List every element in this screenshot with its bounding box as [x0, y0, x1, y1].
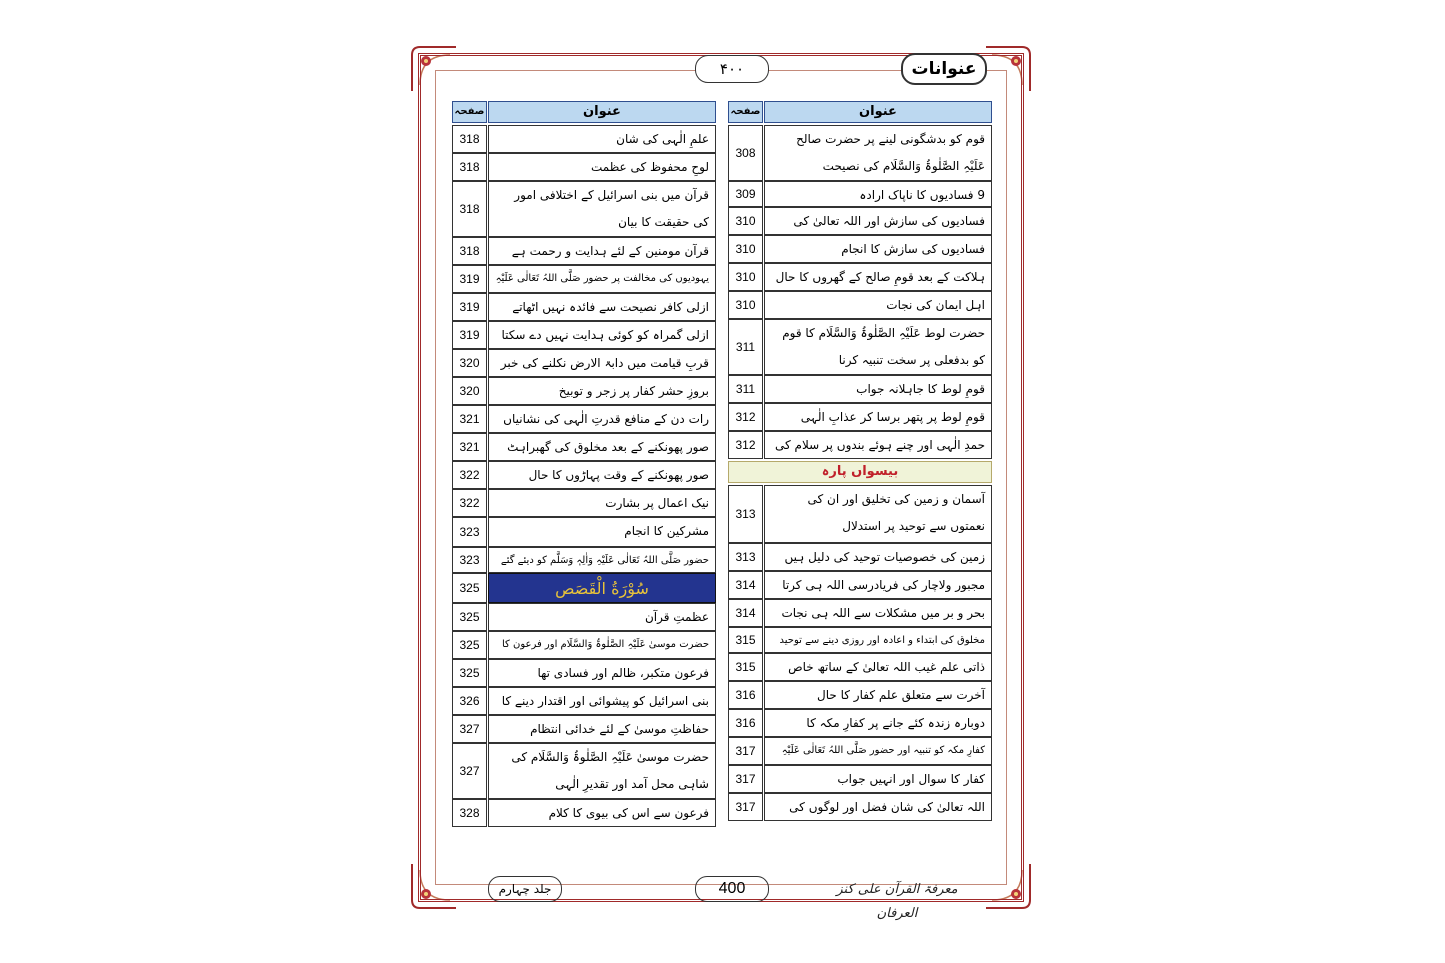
- entry-page: 323: [452, 547, 487, 573]
- entry-page: 323: [452, 517, 487, 547]
- table-row: [728, 681, 992, 709]
- entry-page: 328: [452, 799, 487, 827]
- entry-page: 320: [452, 349, 487, 377]
- entry-page: 310: [728, 263, 763, 291]
- entry-title: زمین کی خصوصیات توحید کی دلیل ہیں: [764, 543, 992, 571]
- entry-title: کفارِ مکہ کو تنبیہ اور حضور صَلَّی اللہُ تَعَالٰی عَلَیْہِ: [764, 737, 992, 765]
- entry-page: 312: [728, 403, 763, 431]
- entry-title: مجبور ولاچار کی فریادرسی اللہ ہی کرتا: [764, 571, 992, 599]
- entry-page: 314: [728, 571, 763, 599]
- index-table: [452, 101, 992, 866]
- entry-page: 310: [728, 207, 763, 235]
- entry-page: 310: [728, 291, 763, 319]
- entry-page: 310: [728, 235, 763, 263]
- entry-title: نیک اعمال پر بشارت: [488, 489, 716, 517]
- entry-title: آسمان و زمین کی تخلیق اور ان کی نعمتوں سے توحید پر استدلال: [764, 485, 992, 543]
- entry-title: ہلاکت کے بعد قومِ صالح کے گھروں کا حال: [764, 263, 992, 291]
- table-row: [728, 431, 992, 459]
- entry-title: اللہ تعالیٰ کی شان فضل اور لوگوں کی: [764, 793, 992, 821]
- entry-page: 313: [728, 485, 763, 543]
- entry-title: حضرت موسیٰ عَلَیْہِ الصَّلٰوۃُ وَالسَّلَام اور فرعون کا: [488, 631, 716, 659]
- entry-page: 314: [728, 599, 763, 627]
- entry-page: 322: [452, 461, 487, 489]
- entry-page: 317: [728, 793, 763, 821]
- entry-page: 322: [452, 489, 487, 517]
- entry-title: قوم کو بدشگونی لینے پر حضرت صالح عَلَیْہِ الصَّلٰوۃُ وَالسَّلَام کی نصیحت: [764, 125, 992, 181]
- page-footer: [410, 870, 1032, 921]
- table-row: [452, 743, 716, 799]
- entry-title: صور پھونکنے کے بعد مخلوق کی گھبراہٹ: [488, 433, 716, 461]
- table-row: [452, 687, 716, 715]
- entry-page: 320: [452, 377, 487, 405]
- entry-page: 318: [452, 181, 487, 237]
- table-row: [452, 265, 716, 293]
- table-row: [728, 793, 992, 821]
- table-row: [452, 181, 716, 237]
- entry-title: 9 فسادیوں کا ناپاک ارادہ: [764, 181, 992, 207]
- entry-title: یہودیوں کی مخالفت پر حضور صَلَّی اللہُ تَعَالٰی عَلَیْہِ: [488, 265, 716, 293]
- entry-page: 308: [728, 125, 763, 181]
- table-row: [728, 485, 992, 543]
- entry-title: اہل ایمان کی نجات: [764, 291, 992, 319]
- table-row: [728, 709, 992, 737]
- entry-title: فسادیوں کی سازش اور اللہ تعالیٰ کی: [764, 207, 992, 235]
- entry-title: کفار کا سوال اور انہیں جواب: [764, 765, 992, 793]
- entry-page: 325: [452, 659, 487, 687]
- table-row: [728, 125, 992, 181]
- header-page-cell: صفحہ: [452, 101, 487, 123]
- entry-title: حضرت لوط عَلَیْہِ الصَّلٰوۃُ وَالسَّلَام کا قوم کو بدفعلی پر سخت تنبیہ کرنا: [764, 319, 992, 375]
- table-row: [452, 659, 716, 687]
- entry-title: حمدِ الٰہی اور چنے ہوئے بندوں پر سلام کی: [764, 431, 992, 459]
- entry-page: 311: [728, 375, 763, 403]
- entry-title: ذاتی علم غیب اللہ تعالیٰ کے ساتھ خاص: [764, 653, 992, 681]
- entry-page: 321: [452, 405, 487, 433]
- table-row: [452, 461, 716, 489]
- table-row: [728, 375, 992, 403]
- entry-page: 318: [452, 125, 487, 153]
- entry-page: 325: [452, 631, 487, 659]
- entry-page: 317: [728, 737, 763, 765]
- entry-title: عظمتِ قرآن: [488, 603, 716, 631]
- table-row: [728, 571, 992, 599]
- table-row: [452, 349, 716, 377]
- entry-title: حفاظتِ موسیٰ کے لئے خدائی انتظام: [488, 715, 716, 743]
- entry-page: 319: [452, 293, 487, 321]
- book-title: معرفۃ القرآن علی کنز العرفان: [836, 882, 958, 921]
- entry-title: رات دن کے منافع قدرتِ الٰہی کی نشانیاں: [488, 405, 716, 433]
- entry-title: حضور صَلَّی اللہُ تَعَالٰی عَلَیْہِ وَاٰلِہٖ وَسَلَّم کو دیئے گئے: [488, 547, 716, 573]
- table-row: [728, 543, 992, 571]
- table-row: [728, 653, 992, 681]
- entry-title: فرعون متکبر، ظالم اور فسادی تھا: [488, 659, 716, 687]
- entry-title: بروزِ حشر کفار پر زجر و توبیخ: [488, 377, 716, 405]
- header-title-cell: عنوان: [488, 101, 716, 123]
- book-page: [410, 45, 1032, 921]
- footer-page-number: 400: [695, 876, 769, 902]
- table-row: [452, 125, 716, 153]
- entry-page: 312: [728, 431, 763, 459]
- entry-page: 316: [728, 681, 763, 709]
- table-header: [728, 101, 992, 123]
- entry-page: 311: [728, 319, 763, 375]
- entry-page: 319: [452, 321, 487, 349]
- header-title-cell: عنوان: [764, 101, 992, 123]
- entry-title: قرآن میں بنی اسرائیل کے اختلافی امور کی حقیقت کا بیان: [488, 181, 716, 237]
- table-row: [452, 321, 716, 349]
- header-page-number: ۴۰۰: [695, 55, 769, 83]
- entry-title: قومِ لوط کا جاہلانہ جواب: [764, 375, 992, 403]
- table-row: [728, 263, 992, 291]
- table-row: [728, 291, 992, 319]
- entry-page: 315: [728, 627, 763, 653]
- table-row: [728, 319, 992, 375]
- table-row: [452, 517, 716, 547]
- entry-page: 315: [728, 653, 763, 681]
- table-row: [728, 599, 992, 627]
- para-heading: بیسواں پارہ: [728, 461, 992, 483]
- entry-title: قرآن مومنین کے لئے ہدایت و رحمت ہے: [488, 237, 716, 265]
- entry-title: علمِ الٰہی کی شان: [488, 125, 716, 153]
- table-row: [452, 573, 716, 603]
- table-row: [728, 207, 992, 235]
- table-row: [452, 547, 716, 573]
- surah-heading: سُوْرَةُ الْقَصَص: [488, 573, 716, 603]
- entry-page: 318: [452, 153, 487, 181]
- entry-page: 318: [452, 237, 487, 265]
- table-row: [728, 737, 992, 765]
- table-row: [728, 459, 992, 485]
- table-row: [452, 405, 716, 433]
- table-row: [452, 153, 716, 181]
- table-row: [728, 765, 992, 793]
- entry-title: صور پھونکنے کے وقت پہاڑوں کا حال: [488, 461, 716, 489]
- entry-page: 326: [452, 687, 487, 715]
- table-row: [452, 603, 716, 631]
- header-page-cell: صفحہ: [728, 101, 763, 123]
- entry-title: بحر و بر میں مشکلات سے اللہ ہی نجات: [764, 599, 992, 627]
- table-row: [728, 235, 992, 263]
- entry-title: فسادیوں کی سازش کا انجام: [764, 235, 992, 263]
- entry-page: 327: [452, 743, 487, 799]
- entry-title: قربِ قیامت میں دابۃ الارض نکلنے کی خبر: [488, 349, 716, 377]
- table-row: [728, 181, 992, 207]
- table-row: [452, 489, 716, 517]
- entry-page: 309: [728, 181, 763, 207]
- table-row: [452, 293, 716, 321]
- table-row: [452, 799, 716, 827]
- entry-page: 319: [452, 265, 487, 293]
- entry-page: 316: [728, 709, 763, 737]
- volume-label: جلد چہارم: [488, 876, 562, 902]
- entry-title: آخرت سے متعلق علم کفار کا حال: [764, 681, 992, 709]
- entry-page: 321: [452, 433, 487, 461]
- entry-title: فرعون سے اس کی بیوی کا کلام: [488, 799, 716, 827]
- table-row: [452, 631, 716, 659]
- table-row: [728, 627, 992, 653]
- table-row: [452, 715, 716, 743]
- entry-title: حضرت موسیٰ عَلَیْہِ الصَّلٰوۃُ وَالسَّلَام کی شاہی محل آمد اور تقدیرِ الٰہی: [488, 743, 716, 799]
- entry-title: مشرکین کا انجام: [488, 517, 716, 547]
- entry-page: 327: [452, 715, 487, 743]
- entry-page: 313: [728, 543, 763, 571]
- entry-page: 325: [452, 573, 487, 603]
- table-header: [452, 101, 716, 123]
- entry-page: 317: [728, 765, 763, 793]
- table-row: [452, 377, 716, 405]
- entry-title: بنی اسرائیل کو پیشوائی اور اقتدار دینے کا: [488, 687, 716, 715]
- entry-title: ازلی گمراہ کو کوئی ہدایت نہیں دے سکتا: [488, 321, 716, 349]
- entry-title: لوحِ محفوظ کی عظمت: [488, 153, 716, 181]
- entry-title: قومِ لوط پر پتھر برسا کر عذابِ الٰہی: [764, 403, 992, 431]
- table-row: [452, 433, 716, 461]
- entry-title: ازلی کافر نصیحت سے فائدہ نہیں اٹھاتے: [488, 293, 716, 321]
- entry-title: مخلوق کی ابتداء و اعادہ اور روزی دینے سے توحید: [764, 627, 992, 653]
- entry-page: 325: [452, 603, 487, 631]
- table-row: [452, 237, 716, 265]
- table-row: [728, 403, 992, 431]
- section-title: عنوانات: [901, 53, 987, 85]
- entry-title: دوبارہ زندہ کئے جانے پر کفارِ مکہ کا: [764, 709, 992, 737]
